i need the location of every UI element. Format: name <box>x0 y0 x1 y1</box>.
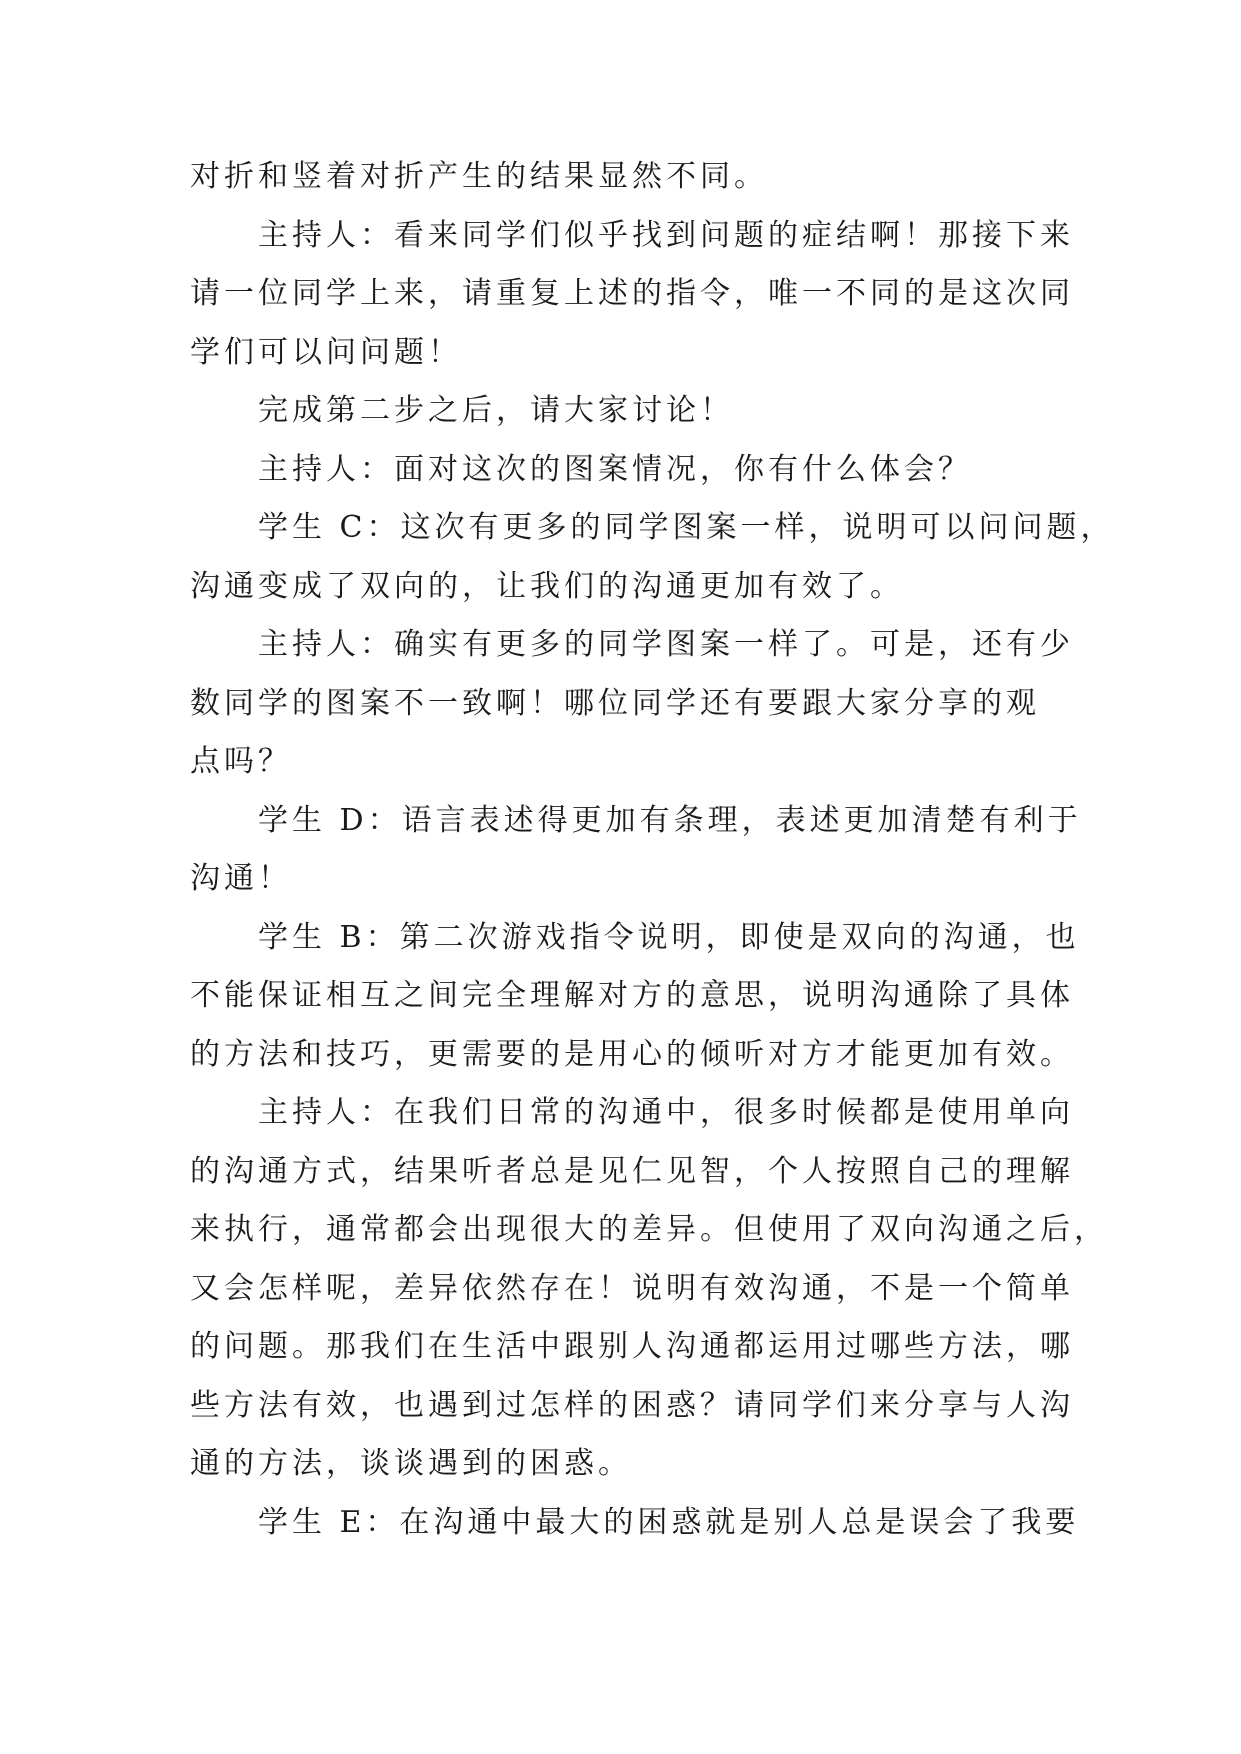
text-line: 请一位同学上来，请重复上述的指令，唯一不同的是这次同 <box>190 276 1074 311</box>
text-line: 沟通变成了双向的，让我们的沟通更加有效了。 <box>190 568 904 604</box>
text-line: 学生 C：这次有更多的同学图案一样，说明可以问问题， <box>258 510 1115 545</box>
text-line: 完成第二步之后，请大家讨论！ <box>258 393 734 428</box>
text-line: 学生 D：语言表述得更加有条理，表述更加清楚有利于 <box>258 802 1082 838</box>
text-line: 的沟通方式，结果听者总是见仁见智，个人按照自己的理解 <box>190 1153 1074 1189</box>
text-line: 主持人：面对这次的图案情况，你有什么体会？ <box>258 451 972 487</box>
text-line: 通的方法，谈谈遇到的困惑。 <box>190 1446 632 1481</box>
text-line: 些方法有效，也遇到过怎样的困惑？请同学们来分享与人沟 <box>190 1387 1074 1423</box>
text-line: 数同学的图案不一致啊！哪位同学还有要跟大家分享的观 <box>190 685 1040 721</box>
text-line: 学生 E：在沟通中最大的困惑就是别人总是误会了我要 <box>258 1504 1080 1540</box>
text-line: 对折和竖着对折产生的结果显然不同。 <box>190 159 768 194</box>
text-line: 来执行，通常都会出现很大的差异。但使用了双向沟通之后， <box>190 1212 1108 1247</box>
text-line: 学们可以问问题！ <box>190 334 462 370</box>
text-line: 主持人：确实有更多的同学图案一样了。可是，还有少 <box>258 627 1074 662</box>
text-line: 又会怎样呢，差异依然存在！说明有效沟通，不是一个简单 <box>190 1270 1074 1306</box>
document-body <box>190 148 1115 1552</box>
text-line: 点吗？ <box>190 744 292 779</box>
text-line: 沟通！ <box>190 861 292 896</box>
text-line: 主持人：看来同学们似乎找到问题的症结啊！那接下来 <box>258 217 1074 253</box>
text-line: 不能保证相互之间完全理解对方的意思，说明沟通除了具体 <box>190 978 1074 1013</box>
text-line: 学生 B：第二次游戏指令说明，即使是双向的沟通，也 <box>258 919 1080 955</box>
text-line: 的问题。那我们在生活中跟别人沟通都运用过哪些方法，哪 <box>190 1329 1074 1364</box>
text-line: 的方法和技巧，更需要的是用心的倾听对方才能更加有效。 <box>190 1036 1074 1072</box>
text-line: 主持人：在我们日常的沟通中，很多时候都是使用单向 <box>258 1095 1074 1130</box>
